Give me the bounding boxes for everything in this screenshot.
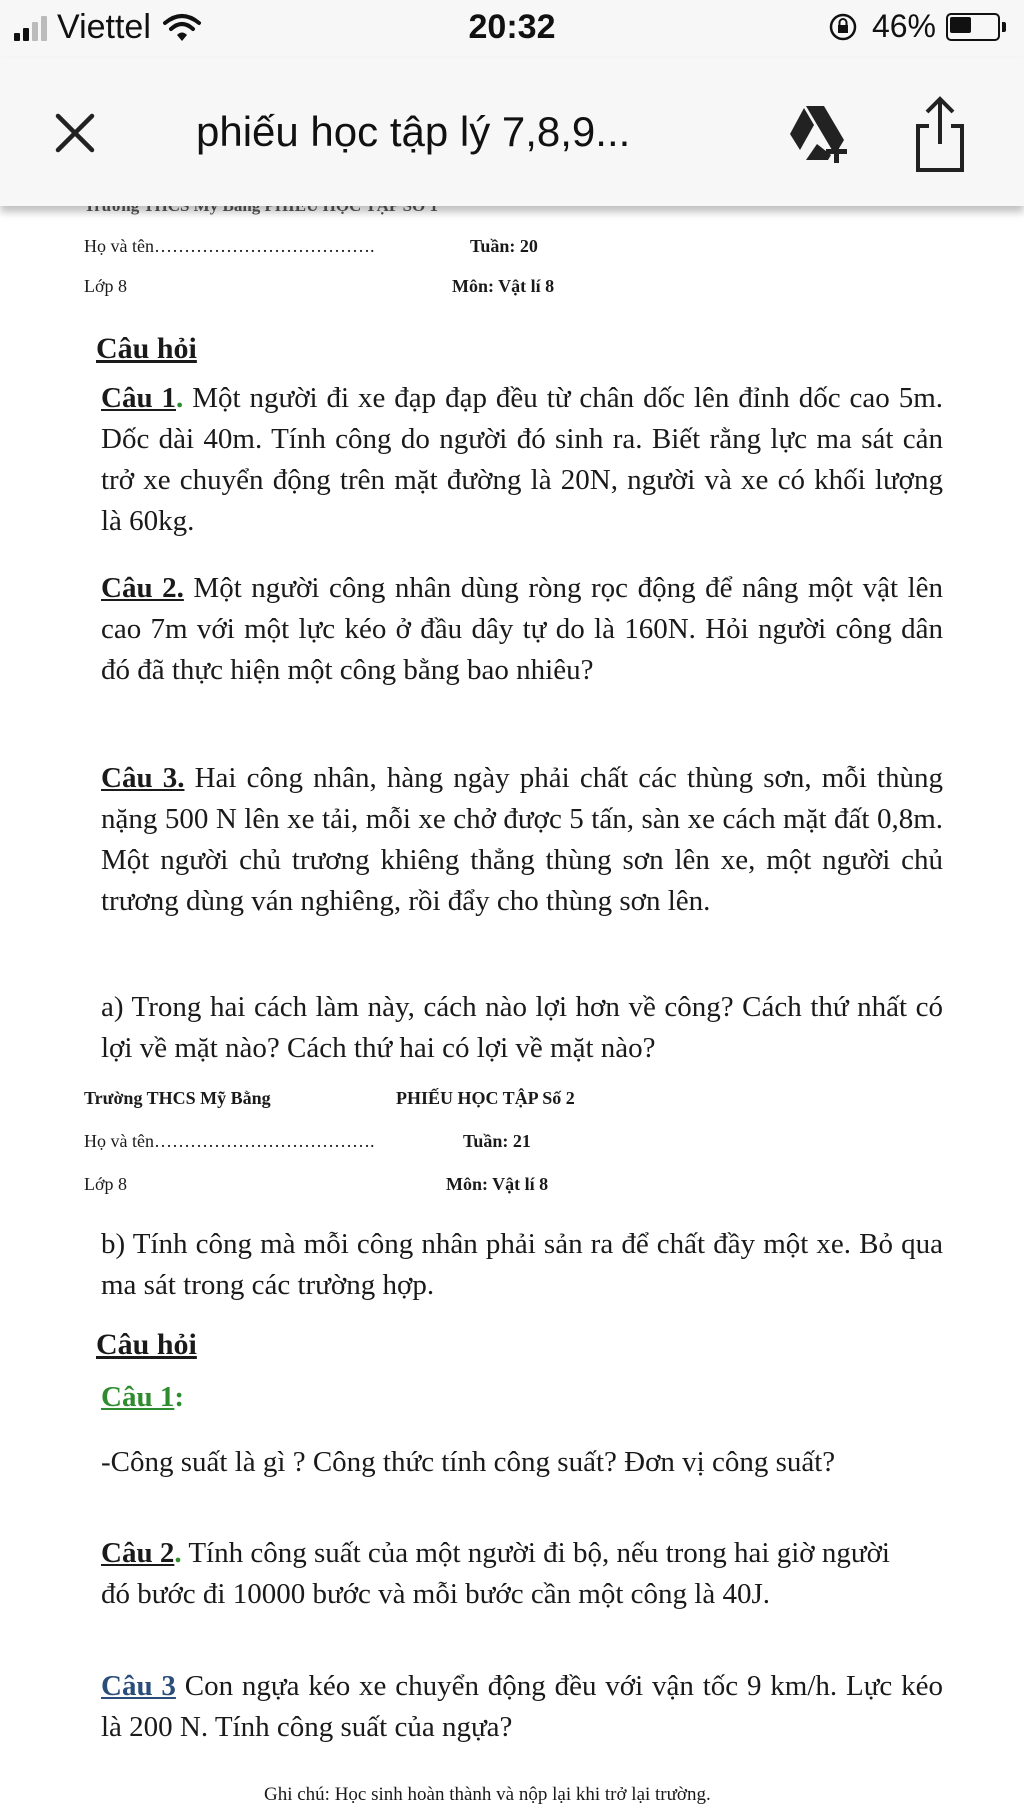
question-text: Một người đi xe đạp đạp đều từ chân dốc lên đỉnh dốc cao 5m. Dốc dài 40m. Tính công do người đó sinh ra. Biết rằng lực ma sát cản trở xe chuyển động trên mặt đường là 20N, người và xe có khối lượng là 60kg. [101, 382, 944, 537]
question-3 [101, 1666, 943, 1748]
battery-icon [946, 13, 1000, 41]
question-1-label: Câu 1: [101, 1381, 184, 1413]
question-label: Câu 3. [101, 762, 185, 794]
share-icon[interactable] [910, 94, 970, 174]
name-label: Họ và tên………………………………. [84, 236, 375, 256]
name-label: Họ và tên………………………………. [84, 1131, 375, 1151]
school-name: Trường THCS Mỹ Bằng [84, 1088, 271, 1108]
question-3 [101, 758, 943, 922]
question-2 [101, 568, 943, 691]
week-label: Tuần: 21 [463, 1131, 531, 1151]
question-label: Câu 3 [101, 1670, 176, 1702]
question-label: Câu 2 [101, 1537, 175, 1569]
add-to-drive-icon[interactable] [784, 98, 854, 168]
subject-label: Môn: Vật lí 8 [452, 276, 555, 296]
document-content [0, 206, 1024, 1820]
question-label: Câu 2. [101, 572, 184, 604]
note: Ghi chú: Học sinh hoàn thành và nộp lại khi trở lại trường. [264, 1784, 711, 1805]
orientation-lock-icon [828, 12, 858, 42]
week-label: Tuần: 20 [470, 236, 538, 256]
question-text: Tính công suất của một người đi bộ, nếu trong hai giờ người đó bước đi 10000 bước và mỗi bước cần một công là 40J. [101, 1537, 890, 1610]
app-bar [0, 58, 1024, 206]
question-text: Hai công nhân, hàng ngày phải chất các thùng sơn, mỗi thùng nặng 500 N lên xe tải, mỗi xe chở được 5 tấn, sàn xe cách mặt đất 0,8m. Một người chủ trương khiêng thẳng thùng sơn lên xe, một người chủ trương dùng ván nghiêng, rồi đẩy cho thùng sơn lên. [101, 762, 943, 917]
sheet-title: PHIẾU HỌC TẬP Số 2 [396, 1088, 575, 1108]
question-3a: a) Trong hai cách làm này, cách nào lợi hơn về công? Cách thứ nhất có lợi về mặt nào? Cách thứ hai có lợi về mặt nào? [101, 991, 943, 1064]
question-2: Câu 2. Tính công suất của một người đi bộ, nếu trong hai giờ người đó bước đi 10000 bước và mỗi bước cần một công là 40J. [101, 1537, 890, 1610]
status-right [828, 8, 1006, 45]
clock: 20:32 [468, 8, 556, 46]
question-text: Một người công nhân dùng ròng rọc động để nâng một vật lên cao 7m với một lực kéo ở đầu dây tự do là 160N. Hỏi người công dân đó đã thực hiện một công bằng bao nhiêu? [101, 572, 944, 686]
subject-label: Môn: Vật lí 8 [446, 1174, 549, 1194]
section-title: Câu hỏi [96, 1328, 197, 1361]
section-title: Câu hỏi [96, 332, 197, 365]
question-text: Con ngựa kéo xe chuyển động đều với vận tốc 9 km/h. Lực kéo là 200 N. Tính công suất của ngựa? [101, 1670, 943, 1743]
carrier-name: Viettel [57, 8, 151, 46]
battery-percent: 46% [871, 8, 936, 44]
question-1: Câu 1. Một người đi xe đạp đạp đều từ chân dốc lên đỉnh dốc cao 5m. Dốc dài 40m. Tính công do người đó sinh ra. Biết rằng lực ma sát cản trở xe chuyển động trên mặt đường là 20N, người và xe có khối lượng là 60kg. [101, 382, 944, 537]
class-label: Lớp 8 [84, 276, 128, 296]
question-label: Câu 1 [101, 382, 177, 414]
class-label: Lớp 8 [84, 1174, 128, 1194]
status-bar [0, 0, 1024, 58]
close-icon[interactable] [50, 108, 100, 158]
document-title: phiếu học tập lý 7,8,9... [196, 108, 631, 155]
question-1-text: -Công suất là gì ? Công thức tính công suất? Đơn vị công suất? [101, 1446, 836, 1478]
question-3b: b) Tính công mà mỗi công nhân phải sản ra để chất đầy một xe. Bỏ qua ma sát trong các trường hợp. [101, 1228, 943, 1301]
